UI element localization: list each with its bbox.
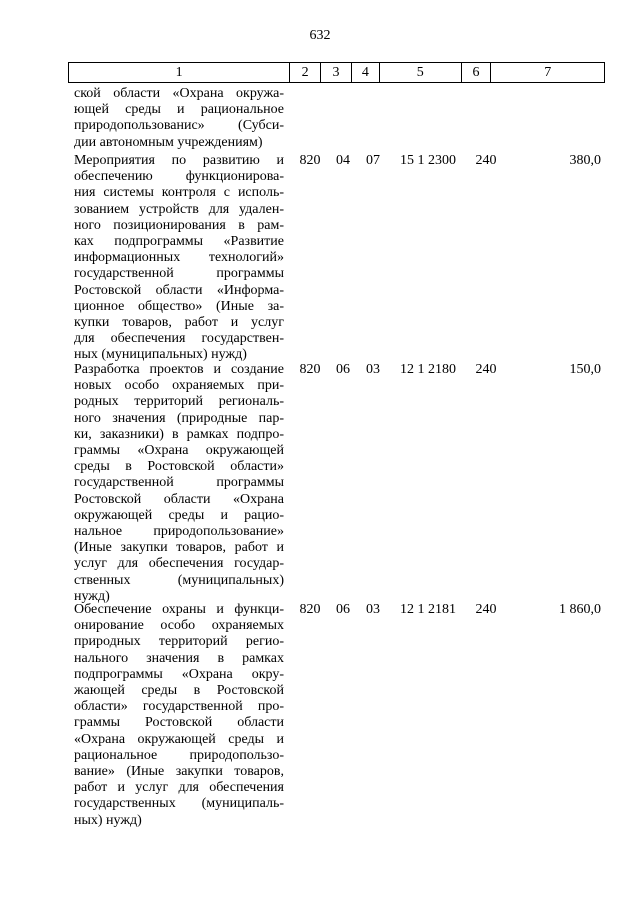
amount: 380,0 [569, 153, 601, 168]
section-code: 06 [336, 602, 350, 617]
amount: 150,0 [569, 362, 601, 377]
grbs-code: 820 [299, 153, 321, 168]
description-line: «Охрана окружающей среды и [74, 731, 284, 747]
description-line: работ и услуг для обеспечения [74, 780, 284, 796]
description-line: ного значения (природные пар- [74, 410, 284, 426]
description-line: Обеспечение охраны и функци- [74, 602, 284, 617]
description-line: (Иные закупки товаров, работ и [74, 540, 284, 556]
description-line: жающей среды в Ростовской [74, 683, 284, 699]
amount: 1 860,0 [559, 602, 601, 617]
description-line: ных (муниципальных) нужд) [74, 347, 247, 363]
description-line: зованием устройств для удален- [74, 201, 284, 217]
target-article-code: 12 1 2181 [400, 602, 456, 617]
target-article-code: 12 1 2180 [400, 362, 456, 377]
description-line: купки товаров, работ и услуг [74, 315, 284, 331]
section-code: 06 [336, 362, 350, 377]
description-line: нального значения в рамках [74, 650, 284, 666]
description-line: дии автономным учреждениям) [74, 134, 263, 150]
expense-type-code: 240 [475, 153, 497, 168]
description-line: ках подпрограммы «Развитие [74, 234, 284, 250]
subsection-code: 03 [366, 602, 380, 617]
description-line: родных территорий региональ- [74, 394, 284, 410]
description-line: услуг для обеспечения государ- [74, 556, 284, 572]
row-description [74, 153, 284, 364]
description-line: граммы Ростовской области [74, 715, 284, 731]
description-line: ской области «Охрана окружа- [74, 86, 284, 101]
description-line: ния системы контроля с исполь- [74, 185, 284, 201]
description-line: граммы «Охрана окружающей [74, 443, 284, 459]
description-line: для обеспечения государствен- [74, 331, 284, 347]
column-header-7: 7 [544, 65, 552, 80]
expense-type-code: 240 [475, 362, 497, 377]
description-line: ки, заказники) в рамках подпро- [74, 426, 284, 442]
row-description [74, 362, 284, 605]
row-description [74, 86, 284, 151]
column-header-1: 1 [69, 63, 290, 82]
description-line: государственных (муниципаль- [74, 796, 284, 812]
description-line: ных) нужд) [74, 812, 142, 828]
description-line: Разработка проектов и создание [74, 362, 284, 377]
description-line: Ростовской области «Информа- [74, 282, 284, 298]
grbs-code: 820 [299, 362, 321, 377]
description-line: информационных технологий» [74, 250, 284, 266]
description-line: вание» (Иные закупки товаров, [74, 764, 284, 780]
section-code: 04 [336, 153, 350, 168]
description-line: области» государственной про- [74, 699, 284, 715]
description-line: ющей среды и рациональное [74, 102, 284, 118]
page-number: 632 [309, 28, 331, 43]
target-article-code: 15 1 2300 [400, 153, 456, 168]
description-line: Ростовской области «Охрана [74, 491, 284, 507]
column-header-6: 6 [462, 63, 492, 82]
description-line: обеспечению функционирова- [74, 169, 284, 185]
description-line: рациональное природопользо- [74, 747, 284, 763]
description-line: среды в Ростовской области» [74, 459, 284, 475]
column-header-3: 3 [321, 63, 352, 82]
description-line: ционное общество» (Иные за- [74, 298, 284, 314]
column-header-2: 2 [290, 63, 321, 82]
description-line: ного позиционирования в рам- [74, 217, 284, 233]
expense-type-code: 240 [475, 602, 497, 617]
table-header [68, 62, 605, 83]
description-line: Мероприятия по развитию и [74, 153, 284, 168]
description-line: ственных (муниципальных) [74, 572, 284, 588]
column-header-5: 5 [380, 63, 462, 82]
description-line: новых особо охраняемых при- [74, 378, 284, 394]
description-line: нальное природопользование» [74, 524, 284, 540]
column-header-4: 4 [352, 63, 380, 82]
description-line: природопользованис» (Субси- [74, 118, 284, 134]
description-line: нужд) [74, 588, 110, 604]
subsection-code: 07 [366, 153, 380, 168]
description-line: государственной программы [74, 475, 284, 491]
description-line: природных территорий регио- [74, 634, 284, 650]
subsection-code: 03 [366, 362, 380, 377]
description-line: окружающей среды и рацио- [74, 507, 284, 523]
grbs-code: 820 [299, 602, 321, 617]
description-line: онирование особо охраняемых [74, 618, 284, 634]
row-description [74, 602, 284, 829]
description-line: подпрограммы «Охрана окру- [74, 666, 284, 682]
description-line: государственной программы [74, 266, 284, 282]
